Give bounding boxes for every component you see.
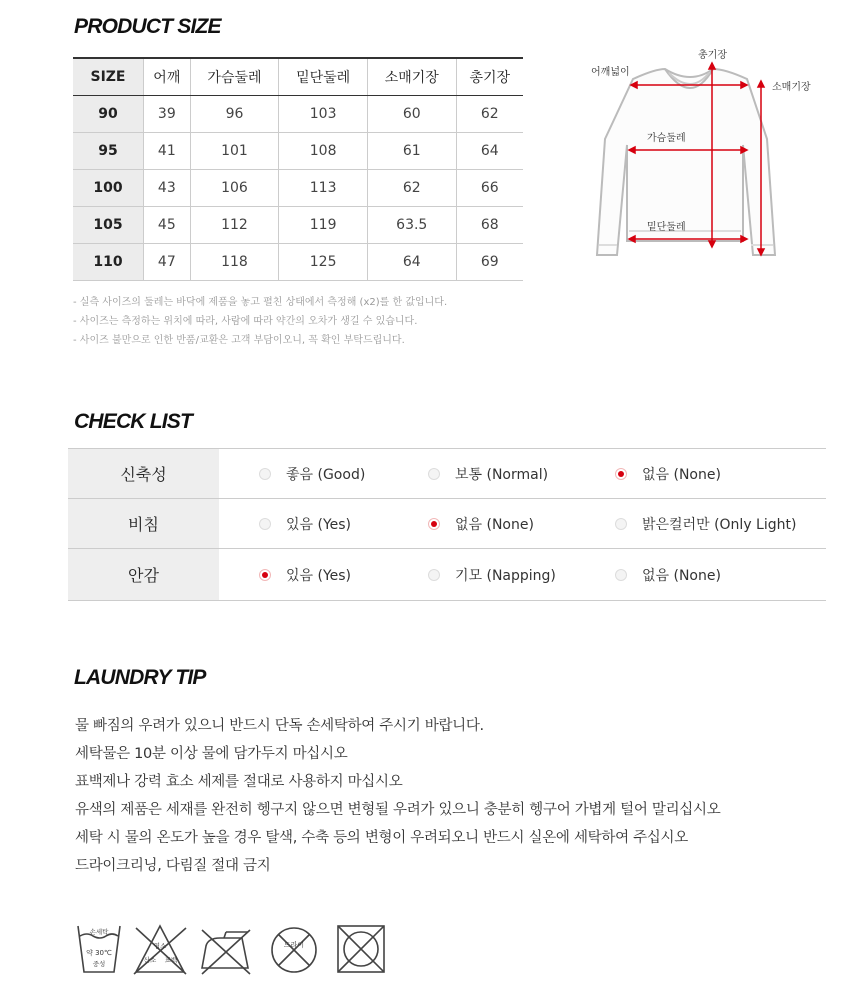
option-yes[interactable]: 있음 (Yes) [259, 499, 351, 548]
check-row-see-through [68, 499, 826, 549]
svg-text:약 30℃: 약 30℃ [86, 949, 112, 957]
measurement-cell: 112 [190, 207, 279, 244]
measurement-cell: 113 [279, 170, 368, 207]
no-iron-icon [202, 930, 250, 974]
measurement-cell: 41 [144, 133, 191, 170]
measurement-cell: 69 [456, 244, 523, 281]
radio-selected-icon[interactable] [259, 569, 271, 581]
check-row-label: 신축성 [68, 449, 219, 498]
radio-selected-icon[interactable] [428, 518, 440, 530]
check-row-lining [68, 549, 826, 601]
measurement-cell: 66 [456, 170, 523, 207]
table-row [73, 133, 523, 170]
laundry-tip: 세탁 시 물의 온도가 높을 경우 탈색, 수축 등의 변형이 우려되오니 반드시 실온에 세탁하여 주십시오 [75, 830, 688, 846]
measurement-cell: 103 [279, 96, 368, 133]
size-cell: 105 [73, 207, 144, 244]
size-cell: 90 [73, 96, 144, 133]
measurement-cell: 118 [190, 244, 279, 281]
total-length-label: 총기장 [698, 50, 727, 61]
column-header: 어깨 [144, 58, 191, 96]
check-row-stretch [68, 449, 826, 499]
option-none[interactable]: 없음 (None) [615, 449, 721, 498]
measurement-cell: 61 [367, 133, 456, 170]
option-normal[interactable]: 보통 (Normal) [428, 449, 548, 498]
size-column-header: SIZE [73, 58, 144, 96]
sweater-outline-icon [597, 69, 775, 255]
product-size-title: PRODUCT SIZE [74, 15, 221, 38]
radio-icon[interactable] [615, 518, 627, 530]
svg-text:산소: 산소 [143, 956, 157, 964]
measurement-cell: 106 [190, 170, 279, 207]
radio-icon[interactable] [259, 468, 271, 480]
measurement-cell: 45 [144, 207, 191, 244]
measurement-cell: 68 [456, 207, 523, 244]
laundry-tip: 유색의 제품은 세재를 완전히 헹구지 않으면 변형될 우려가 있으니 충분히 헹구어 가볍게 털어 말리십시오 [75, 802, 721, 818]
svg-text:손세탁: 손세탁 [89, 928, 109, 936]
measurement-cell: 101 [190, 133, 279, 170]
measurement-cell: 60 [367, 96, 456, 133]
measurement-cell: 119 [279, 207, 368, 244]
measurement-cell: 47 [144, 244, 191, 281]
size-table [73, 57, 523, 281]
no-bleach-icon [134, 926, 186, 974]
option-yes[interactable]: 있음 (Yes) [259, 549, 351, 600]
column-header: 밑단둘레 [279, 58, 368, 96]
check-row-label: 비침 [68, 499, 219, 548]
measurement-cell: 62 [367, 170, 456, 207]
column-header: 가슴둘레 [190, 58, 279, 96]
radio-icon[interactable] [428, 468, 440, 480]
radio-icon[interactable] [428, 569, 440, 581]
measurement-cell: 63.5 [367, 207, 456, 244]
laundry-tip-title: LAUNDRY TIP [74, 666, 206, 689]
measurement-cell: 125 [279, 244, 368, 281]
hand-wash-icon [78, 926, 120, 972]
measurement-cell: 108 [279, 133, 368, 170]
measurement-cell: 39 [144, 96, 191, 133]
size-cell: 100 [73, 170, 144, 207]
table-row [73, 244, 523, 281]
measurement-cell: 64 [456, 133, 523, 170]
check-row-label: 안감 [68, 549, 219, 600]
size-note: - 사이즈 불만으로 인한 반품/교환은 고객 부담이오니, 꼭 확인 부탁드립니다. [73, 335, 405, 346]
option-only-light[interactable]: 밝은컬러만 (Only Light) [615, 499, 796, 548]
laundry-tip: 세탁물은 10분 이상 물에 담가두지 마십시오 [75, 746, 348, 762]
option-good[interactable]: 좋음 (Good) [259, 449, 365, 498]
size-table-header [73, 58, 523, 96]
option-none[interactable]: 없음 (None) [615, 549, 721, 600]
size-notes [73, 293, 447, 350]
size-note: - 사이즈는 측정하는 위치에 따라, 사람에 따라 약간의 오차가 생길 수 있습니다. [73, 316, 418, 327]
laundry-tip: 물 빠짐의 우려가 있으니 반드시 단독 손세탁하여 주시기 바랍니다. [75, 718, 484, 734]
sleeve-label: 소매기장 [772, 82, 811, 93]
no-dry-clean-icon [272, 928, 316, 972]
laundry-tip: 드라이크리닝, 다림질 절대 금지 [75, 858, 271, 874]
table-row [73, 170, 523, 207]
option-napping[interactable]: 기모 (Napping) [428, 549, 556, 600]
radio-selected-icon[interactable] [615, 468, 627, 480]
size-cell: 95 [73, 133, 144, 170]
column-header: 소매기장 [367, 58, 456, 96]
check-list-title: CHECK LIST [74, 410, 193, 433]
laundry-tips [75, 712, 720, 880]
table-row [73, 207, 523, 244]
garment-measurement-diagram [585, 45, 825, 265]
radio-icon[interactable] [259, 518, 271, 530]
laundry-tip: 표백제나 강력 효소 세제를 절대로 사용하지 마십시오 [75, 774, 403, 790]
measurement-cell: 43 [144, 170, 191, 207]
radio-icon[interactable] [615, 569, 627, 581]
svg-text:표백: 표백 [164, 956, 178, 964]
shoulder-label: 어깨넓이 [591, 67, 630, 78]
no-tumble-dry-icon [338, 926, 384, 972]
measurement-cell: 96 [190, 96, 279, 133]
option-none[interactable]: 없음 (None) [428, 499, 534, 548]
check-list-table [68, 448, 826, 601]
svg-text:염소: 염소 [153, 942, 167, 950]
hem-label: 밑단둘레 [647, 222, 686, 233]
size-cell: 110 [73, 244, 144, 281]
svg-text:중성: 중성 [92, 960, 106, 968]
measurement-cell: 62 [456, 96, 523, 133]
size-note: - 실측 사이즈의 둘레는 바닥에 제품을 놓고 펼친 상태에서 측정해 (x2)를 한 값입니다. [73, 297, 448, 308]
column-header: 총기장 [456, 58, 523, 96]
svg-text:드라이: 드라이 [283, 941, 305, 949]
care-symbols [74, 922, 394, 978]
measurement-cell: 64 [367, 244, 456, 281]
table-row [73, 96, 523, 133]
chest-label: 가슴둘레 [647, 133, 686, 144]
